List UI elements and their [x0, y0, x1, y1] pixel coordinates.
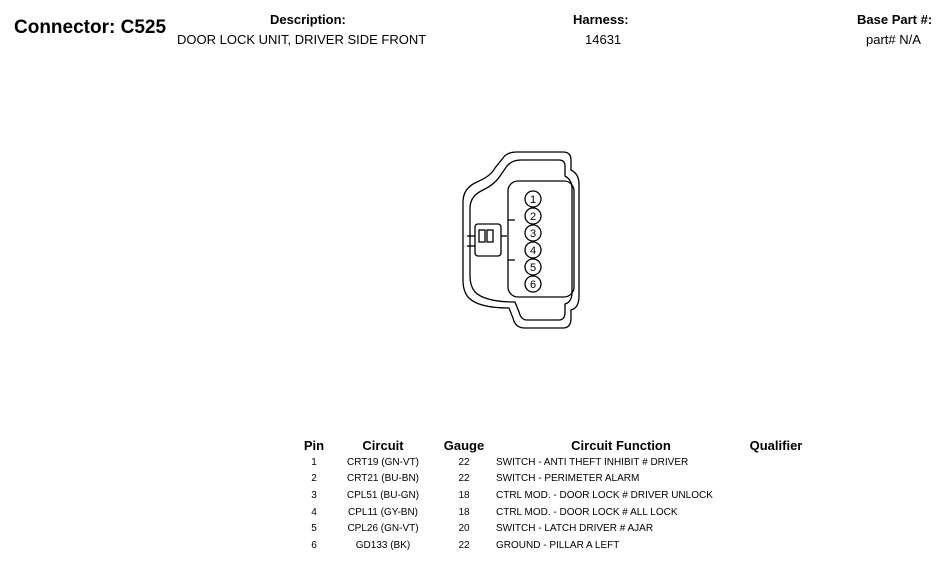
connector-diagram — [455, 148, 595, 338]
cell-gauge: 18 — [458, 489, 470, 501]
cell-qualifier — [746, 537, 806, 554]
cell-gauge: 20 — [458, 523, 470, 535]
pin-5-label: 5 — [529, 262, 537, 274]
pin-6-label: 6 — [529, 279, 537, 291]
cell-circuit: GD133 (BK) — [355, 539, 411, 551]
cell-qualifier — [746, 471, 806, 488]
table-row — [298, 471, 806, 488]
header-circuit: Circuit — [362, 437, 404, 453]
cell-circuit: CPL11 (GY-BN) — [347, 506, 419, 518]
table-row — [298, 520, 806, 537]
cell-gauge: 18 — [458, 506, 470, 518]
cell-function: SWITCH - LATCH DRIVER # AJAR — [496, 523, 654, 535]
header-pin: Pin — [303, 437, 325, 453]
pin-group — [525, 191, 541, 292]
connector-outer-shell — [463, 152, 579, 328]
harness-value: 14631 — [585, 32, 622, 47]
cell-gauge: 22 — [458, 539, 470, 551]
pin-3-label: 3 — [529, 228, 537, 240]
cell-function: GROUND - PILLAR A LEFT — [496, 539, 620, 551]
table-row — [298, 454, 806, 471]
cell-function: CTRL MOD. - DOOR LOCK # ALL LOCK — [496, 506, 678, 518]
cell-pin: 6 — [311, 539, 317, 551]
cell-circuit: CPL26 (GN-VT) — [347, 523, 419, 535]
cell-gauge: 22 — [458, 456, 470, 468]
description-value: DOOR LOCK UNIT, DRIVER SIDE FRONT — [177, 32, 427, 47]
cell-qualifier — [746, 504, 806, 521]
connector-title: Connector: C525 — [14, 17, 167, 38]
pin-2-label: 2 — [529, 211, 537, 223]
cell-function: CTRL MOD. - DOOR LOCK # DRIVER UNLOCK — [496, 489, 713, 501]
cell-qualifier — [746, 520, 806, 537]
pin-table-header — [298, 436, 806, 454]
header-qualifier: Qualifier — [749, 437, 803, 453]
cell-circuit: CRT19 (GN-VT) — [346, 456, 420, 468]
base-part-value: part# N/A — [866, 32, 921, 47]
pin-4-label: 4 — [529, 245, 537, 257]
table-row — [298, 487, 806, 504]
header-gauge: Gauge — [443, 437, 485, 453]
locking-latch — [467, 224, 507, 256]
cell-pin: 2 — [311, 473, 317, 485]
table-row — [298, 504, 806, 521]
cell-function: SWITCH - ANTI THEFT INHIBIT # DRIVER — [496, 456, 689, 468]
header-circuit-function: Circuit Function — [571, 437, 671, 453]
cell-pin: 3 — [311, 489, 317, 501]
base-part-label: Base Part #: — [857, 12, 933, 27]
cell-pin: 4 — [311, 506, 317, 518]
cell-qualifier — [746, 454, 806, 471]
cell-qualifier — [746, 487, 806, 504]
cell-function: SWITCH - PERIMETER ALARM — [496, 473, 640, 485]
description-label: Description: — [270, 12, 346, 27]
pin-1-label: 1 — [529, 194, 537, 206]
cell-pin: 1 — [311, 456, 317, 468]
pin-table — [298, 436, 806, 554]
cell-circuit: CRT21 (BU-BN) — [346, 473, 420, 485]
cell-circuit: CPL51 (BU-GN) — [346, 489, 420, 501]
cell-gauge: 22 — [458, 473, 470, 485]
table-row — [298, 537, 806, 554]
cell-pin: 5 — [311, 523, 317, 535]
harness-label: Harness: — [573, 12, 629, 27]
